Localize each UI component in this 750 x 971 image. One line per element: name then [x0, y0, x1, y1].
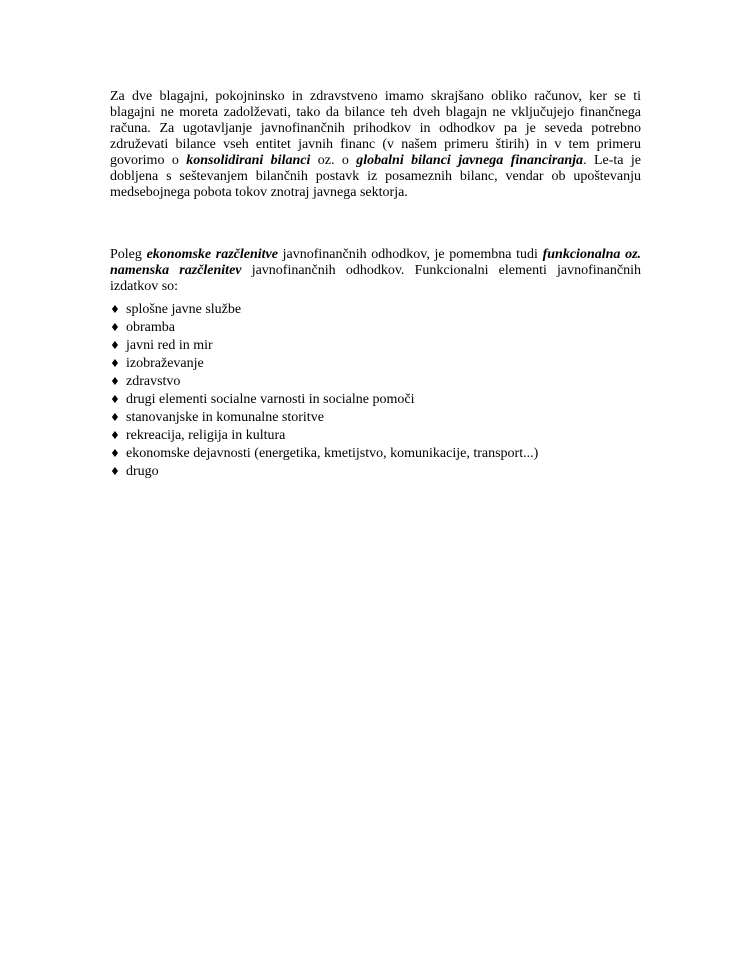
diamond-bullet-icon: ♦: [110, 393, 120, 406]
text-segment-normal: Za dve blagajni, pokojninsko in zdravstveno imamo skrajšano obliko računov, ker se ti blagajni ne moreta zadolževati, tako da bilance teh dveh blagajn ne vključujejo finančnega računa. Za ugotavljanje javnofinančnih prihodkov in odhodkov pa je seveda potrebno združevati bilance vseh entitet javnih financ (v našem primeru štirih) in v tem primeru govorimo o: [110, 89, 641, 168]
diamond-bullet-icon: ♦: [110, 339, 120, 352]
list-item-label: splošne javne službe: [126, 302, 242, 317]
list-item-label: obramba: [126, 320, 175, 335]
paragraph-consolidated-balance: [110, 89, 641, 201]
list-item-label: stanovanjske in komunalne storitve: [126, 410, 324, 425]
list-item-label: ekonomske dejavnosti (energetika, kmetijstvo, komunikacije, transport...): [126, 446, 539, 461]
functional-elements-list: [110, 301, 641, 481]
text-segment-bold-italic: konsolidirani bilanci: [186, 153, 311, 168]
diamond-bullet-icon: ♦: [110, 411, 120, 424]
list-item: [110, 337, 641, 355]
text-segment-normal: javnofinančnih odhodkov, je pomembna tudi: [277, 247, 543, 262]
diamond-bullet-icon: ♦: [110, 375, 120, 388]
paragraph-functional-classification: [110, 247, 641, 295]
list-item: [110, 427, 641, 445]
text-segment-bold-italic: ekonomske razčlenitve: [146, 247, 278, 262]
text-segment-bold-italic: globalni bilanci javnega financiranja: [356, 153, 584, 168]
text-segment-bold-italic: funkcionalna oz. namenska razčlenitev: [110, 247, 642, 278]
list-item-label: rekreacija, religija in kultura: [126, 428, 286, 443]
text-segment-normal: . Le-ta je dobljena s seštevanjem bilančnih postavk iz posameznih bilanc, vendar ob upoštevanju medsebojnega pobota tokov znotraj javnega sektorja.: [110, 153, 641, 200]
list-item-label: zdravstvo: [126, 374, 181, 389]
diamond-bullet-icon: ♦: [110, 429, 120, 442]
text-segment-normal: javnofinančnih odhodkov. Funkcionalni elementi javnofinančnih izdatkov so:: [110, 263, 641, 294]
list-item-label: izobraževanje: [126, 356, 204, 371]
list-item: [110, 319, 641, 337]
diamond-bullet-icon: ♦: [110, 303, 120, 316]
diamond-bullet-icon: ♦: [110, 357, 120, 370]
list-item-label: javni red in mir: [126, 338, 213, 353]
diamond-bullet-icon: ♦: [110, 321, 120, 334]
diamond-bullet-icon: ♦: [110, 447, 120, 460]
list-item: [110, 409, 641, 427]
text-segment-normal: Poleg: [110, 247, 147, 262]
list-item-label: drugi elementi socialne varnosti in socialne pomoči: [126, 392, 415, 407]
diamond-bullet-icon: ♦: [110, 465, 120, 478]
text-segment-normal: oz. o: [310, 153, 357, 168]
list-item: [110, 301, 641, 319]
list-item: [110, 355, 641, 373]
list-item: [110, 373, 641, 391]
list-item-label: drugo: [126, 464, 159, 479]
document-content: [110, 89, 641, 481]
list-item: [110, 463, 641, 481]
list-item: [110, 445, 641, 463]
list-item: [110, 391, 641, 409]
